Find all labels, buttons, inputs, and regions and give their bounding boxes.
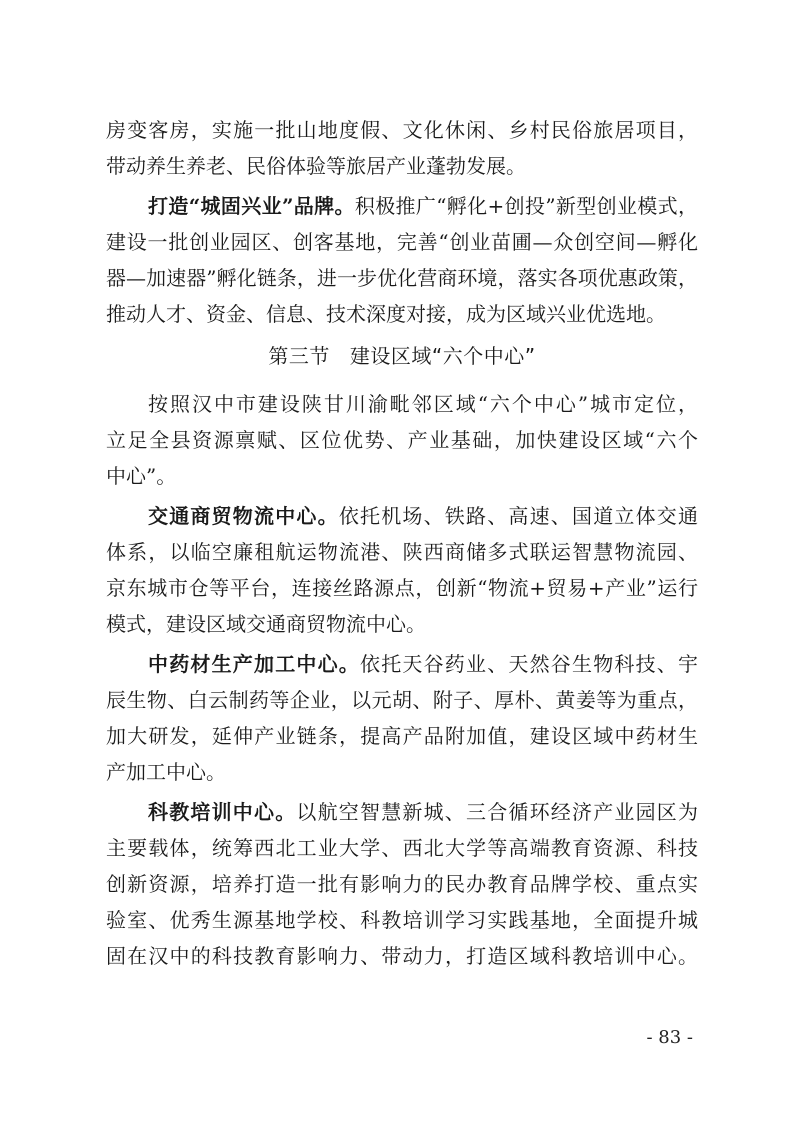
paragraph-line: 验室、优秀生源基地学校、科教培训学习实践基地，全面提升城 bbox=[106, 908, 698, 932]
paragraph-line: 主要载体，统筹西北工业大学、西北大学等高端教育资源、科技 bbox=[106, 836, 698, 860]
paragraph-line: 产加工中心。 bbox=[106, 760, 226, 784]
paragraph-lead-bold: 中药材生产加工中心。 bbox=[148, 652, 360, 676]
paragraph-line bbox=[106, 188, 698, 224]
paragraph-lead-bold: 交通商贸物流中心。 bbox=[148, 504, 339, 528]
section-heading bbox=[106, 334, 698, 378]
paragraph-line bbox=[106, 498, 698, 534]
paragraph-line bbox=[106, 794, 698, 830]
paragraph-lead-bold: 打造“城固兴业”品牌。 bbox=[148, 194, 355, 218]
paragraph-line: 带动养生养老、民俗体验等旅居产业蓬勃发展。 bbox=[106, 154, 526, 178]
paragraph-line: 建设一批创业园区、创客基地，完善“创业苗圃—众创空间—孵化 bbox=[106, 230, 698, 254]
paragraph-line: 中心”。 bbox=[106, 464, 177, 488]
paragraph-line: 推动人才、资金、信息、技术深度对接，成为区域兴业优选地。 bbox=[106, 302, 666, 326]
paragraph-line: 房变客房，实施一批山地度假、文化休闲、乡村民俗旅居项目， bbox=[106, 118, 698, 142]
paragraph-line: 体系，以临空廉租航运物流港、陕西商储多式联运智慧物流园、 bbox=[106, 540, 698, 564]
section-title: 建设区域“六个中心” bbox=[349, 344, 536, 368]
paragraph-text: 积极推广“孵化+创投”新型创业模式， bbox=[354, 194, 698, 218]
paragraph-lead-bold: 科教培训中心。 bbox=[148, 800, 297, 824]
section-number: 第三节 bbox=[268, 344, 330, 368]
paragraph-line: 加大研发，延伸产业链条，提高产品附加值，建设区域中药材生 bbox=[106, 724, 698, 748]
paragraph-line: 京东城市仓等平台，连接丝路源点，创新“物流+贸易+产业”运行 bbox=[106, 576, 698, 600]
paragraph-line: 辰生物、白云制药等企业，以元胡、附子、厚朴、黄姜等为重点， bbox=[106, 688, 698, 712]
paragraph-line bbox=[106, 646, 698, 682]
paragraph-line: 立足全县资源禀赋、区位优势、产业基础，加快建设区域“六个 bbox=[106, 428, 698, 452]
paragraph-text: 以航空智慧新城、三合循环经济产业园区为 bbox=[296, 800, 699, 824]
paragraph-line: 器—加速器”孵化链条，进一步优化营商环境，落实各项优惠政策， bbox=[106, 266, 698, 290]
page-number: - 83 - bbox=[646, 1027, 693, 1048]
paragraph-line: 固在汉中的科技教育影响力、带动力，打造区域科教培训中心。 bbox=[106, 944, 698, 968]
paragraph-line: 模式，建设区域交通商贸物流中心。 bbox=[106, 612, 426, 636]
paragraph-line: 按照汉中市建设陕甘川渝毗邻区域“六个中心”城市定位， bbox=[148, 392, 698, 416]
paragraph-text: 依托天谷药业、天然谷生物科技、宇 bbox=[360, 652, 698, 676]
document-page bbox=[106, 112, 698, 974]
paragraph-line: 创新资源，培养打造一批有影响力的民办教育品牌学校、重点实 bbox=[106, 872, 698, 896]
paragraph-text: 依托机场、铁路、高速、国道立体交通 bbox=[338, 504, 699, 528]
